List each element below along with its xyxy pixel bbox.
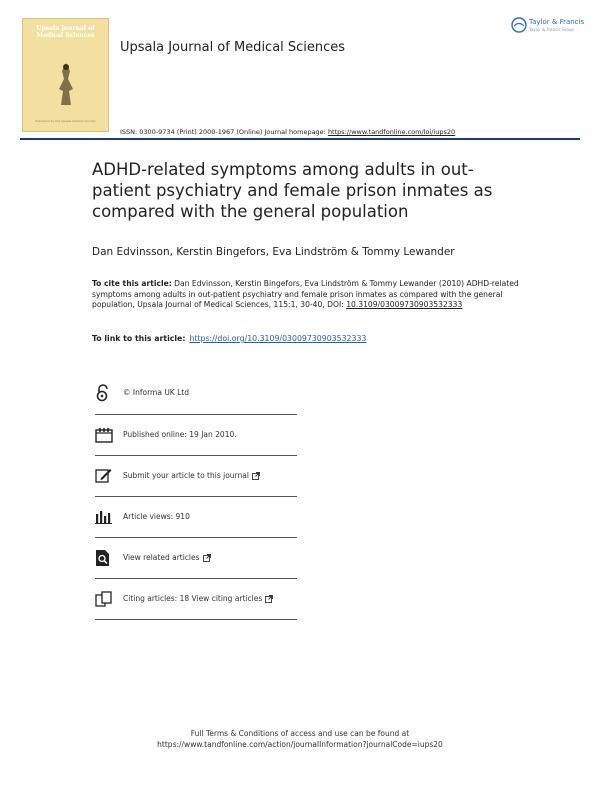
publisher-logo-text bbox=[529, 19, 584, 33]
header-divider bbox=[20, 138, 580, 140]
submit-article-text: Submit your article to this journal bbox=[123, 471, 249, 480]
terms-footer bbox=[0, 728, 600, 750]
article-views-text: Article views: 910 bbox=[123, 512, 190, 521]
publisher-subname: Taylor & Francis Group bbox=[529, 27, 574, 32]
related-articles-text: View related articles bbox=[123, 553, 200, 562]
submit-article-row[interactable] bbox=[95, 455, 297, 496]
related-search-icon bbox=[95, 549, 123, 567]
external-link-icon bbox=[203, 554, 211, 562]
citing-articles-text: Citing articles: 18 View citing articles bbox=[123, 594, 263, 603]
footer-terms-link[interactable]: https://www.tandfonline.com/action/journalInformation?journalCode=iups20 bbox=[157, 740, 443, 749]
published-row bbox=[95, 414, 297, 455]
info-divider bbox=[95, 619, 297, 620]
cover-footer: Published by the Upsala Medical Society bbox=[35, 119, 96, 123]
taylor-francis-logo-icon bbox=[511, 17, 527, 33]
cover-title: Upsala Journal of Medical Sciences bbox=[36, 25, 95, 39]
copyright-text: © Informa UK Ltd bbox=[123, 388, 189, 397]
article-title: ADHD-related symptoms among adults in out-patient psychiatry and female prison inmates as compared with the general population bbox=[92, 160, 493, 221]
issn-line bbox=[120, 128, 455, 136]
calendar-icon bbox=[95, 427, 123, 443]
journal-cover-image bbox=[22, 18, 109, 132]
external-link-icon bbox=[252, 472, 260, 480]
related-articles-row[interactable] bbox=[95, 537, 297, 578]
article-doi-link[interactable]: https://doi.org/10.3109/03009730903532333 bbox=[189, 334, 367, 343]
issn-text: ISSN: 0300-9734 (Print) 2000-1967 (Online) Journal homepage: bbox=[120, 128, 328, 136]
open-access-icon bbox=[95, 384, 123, 402]
journal-title: Upsala Journal of Medical Sciences bbox=[120, 40, 346, 55]
footer-terms-text: Full Terms & Conditions of access and use can be found at bbox=[190, 729, 410, 738]
citing-documents-icon bbox=[95, 591, 123, 607]
edit-icon bbox=[95, 468, 123, 483]
external-link-icon bbox=[265, 595, 273, 603]
submit-article-link[interactable] bbox=[123, 471, 260, 480]
cover-figure-illustration bbox=[53, 61, 79, 107]
related-articles-link[interactable] bbox=[123, 553, 211, 562]
citing-articles-link[interactable] bbox=[123, 594, 273, 603]
citation-label: To cite this article: bbox=[92, 279, 172, 288]
published-date-text: Published online: 19 Jan 2010. bbox=[123, 430, 237, 439]
publisher-name: Taylor & Francis bbox=[529, 18, 585, 26]
article-authors: Dan Edvinsson, Kerstin Bingefors, Eva Lindström & Tommy Lewander bbox=[92, 246, 455, 258]
article-link-line bbox=[92, 334, 366, 343]
journal-homepage-link[interactable]: https://www.tandfonline.com/loi/iups20 bbox=[327, 128, 456, 136]
citing-articles-row[interactable] bbox=[95, 578, 297, 619]
link-label: To link to this article: bbox=[92, 334, 186, 343]
citation-doi-link[interactable]: 10.3109/03009730903532333 bbox=[346, 300, 463, 309]
bar-chart-icon bbox=[95, 510, 123, 524]
article-views-row bbox=[95, 496, 297, 537]
copyright-row bbox=[95, 372, 297, 413]
citation-text: Dan Edvinsson, Kerstin Bingefors, Eva Lindström & Tommy Lewander (2010) ADHD-related symptoms among adults in out-patient psychiatry and female prison inmates as compared with the general population, Upsala Journal of Medical Sciences, 115:1, 30-40, DOI: bbox=[92, 279, 519, 309]
citation-block bbox=[92, 279, 522, 311]
